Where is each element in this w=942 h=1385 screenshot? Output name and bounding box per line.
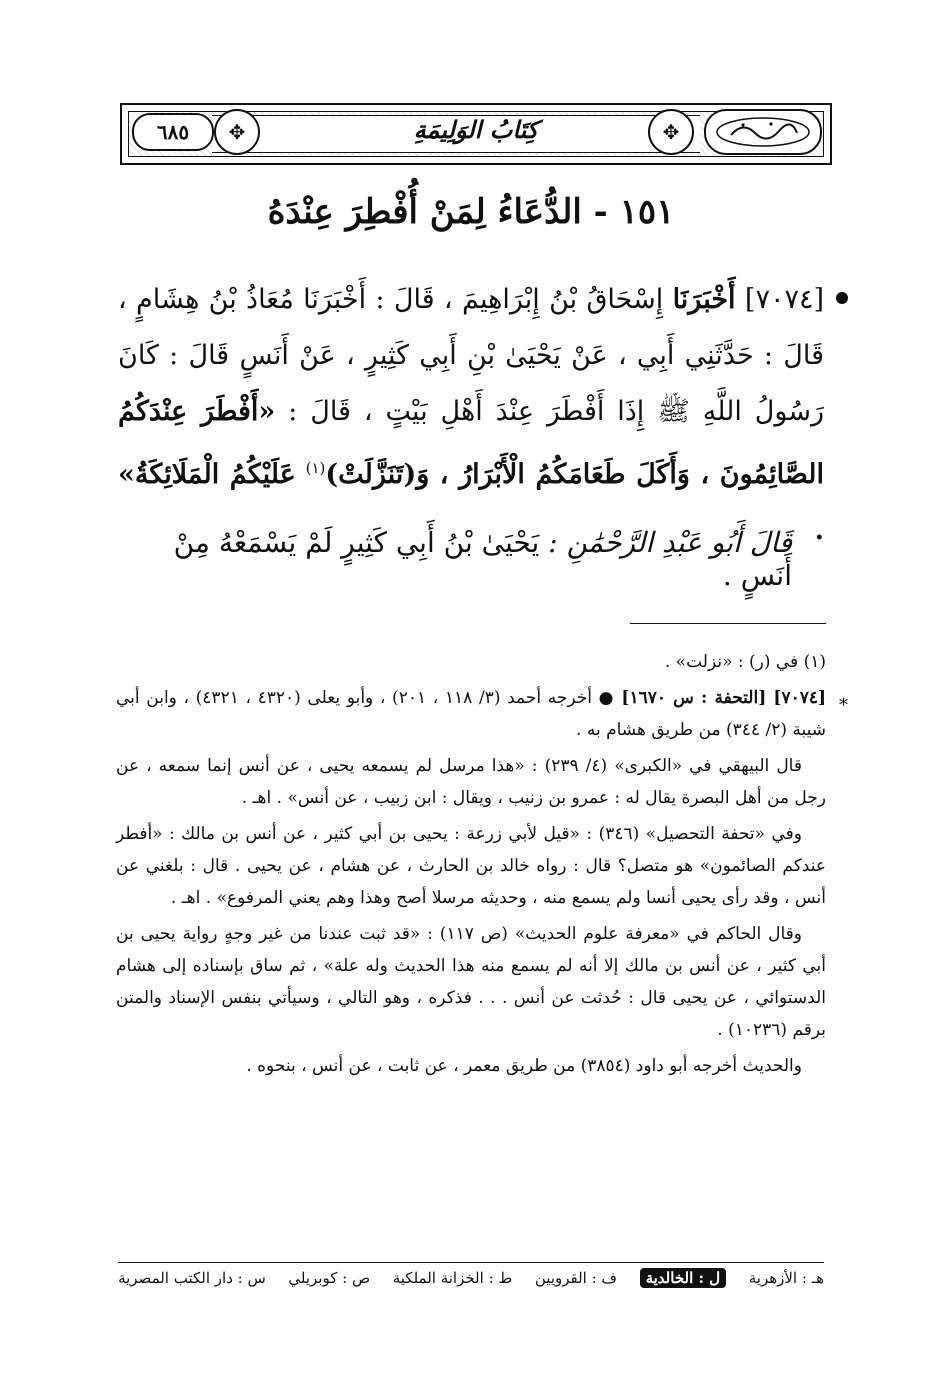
takhrij-text: أخرجه أحمد (٣/ ١١٨ ، ٢٠١) ، وأبو يعلى (٤٣٢٠ ، ٤٣٢١) ، وابن أبي شيبة (٢/ ٣٤٤) من طريق هشام به .: [116, 688, 826, 740]
star-marker: *: [839, 695, 848, 716]
footer-divider: [118, 1262, 824, 1263]
note-paragraph: قال البيهقي في «الكبرى» (٤/ ٢٣٩) : «هذا مرسل لم يسمعه يحيى ، عن أنس إنما سمعه ، عن رجل من أهل البصرة يقال له : عمرو بن زنيب ، ويقال : ابن زبيب ، عن أنس» . اهـ .: [116, 756, 826, 808]
siglum-t: ط : الخزانة الملكية: [392, 1269, 513, 1287]
chapter-title: ١٥١ - الدُّعَاءُ لِمَنْ أُفْطِرَ عِنْدَهُ: [267, 192, 675, 232]
footnotes: [116, 646, 848, 1086]
siglum-s: س : دار الكتب المصرية: [118, 1269, 266, 1287]
page-header: [120, 103, 832, 165]
ornament-knot-icon: ✥: [214, 109, 260, 155]
takhrij-head: [٧٠٧٤] [التحفة : س ١٦٧٠]: [621, 688, 827, 708]
note-paragraph: وقال الحاكم في «معرفة علوم الحديث» (ص ١١٧) : «قد ثبت عندنا من غير وجهٍ رواية يحيى بن أبي كثير ، عن أنس بن مالك إلا أنه لم يسمع منه هذا الحديث وله علة» ، ثم ساق بإسناده إلى هشام الدستوائي ، عن يحيى قال : حُدثت عن أنس . . . فذكره ، وهو التالي ، وسيأتي بنفس الإسناد والمتن برقم (١٠٢٣٦) .: [116, 924, 826, 1040]
footnote-1: (١) في (ر) : «نزلت» .: [664, 652, 826, 672]
note-paragraph: والحديث أخرجه أبو داود (٣٨٥٤) من طريق معمر ، عن ثابت ، عن أنس ، بنحوه .: [246, 1056, 802, 1076]
book-logo: [704, 109, 822, 155]
ornament-knot-icon: ✥: [648, 109, 694, 155]
siglum-f: ف : القرويين: [534, 1269, 617, 1287]
comment-speaker: قَالَ أَبُو عَبْدِ الرَّحْمَٰنِ :: [548, 526, 792, 559]
siglum-s2: ص : كوبريلي: [288, 1269, 371, 1287]
siglum-h: هـ : الأزهرية: [748, 1269, 824, 1287]
takhrij-bullet-icon: ●: [598, 688, 615, 708]
author-comment: [118, 526, 792, 592]
matn-text-end: عَلَيْكُمُ الْمَلَائِكَةُ» .: [118, 459, 824, 546]
calligraphy-logo-icon: [713, 115, 813, 149]
page-number: ٦٨٥: [132, 113, 214, 151]
hadith-text: [118, 272, 824, 559]
hadith-number: [٧٠٧٤]: [744, 284, 824, 315]
hadith-bullet-icon: [836, 292, 848, 304]
isnad-text: إِسْحَاقُ بْنُ إِبْرَاهِيمَ ، قَالَ : أَخْبَرَنَا مُعَاذُ بْنُ هِشَامٍ ، قَالَ : حَدَّثَنِي أَبِي ، عَنْ يَحْيَىٰ بْنِ أَبِي كَثِيرٍ ، عَنْ أَنَسٍ قَالَ : كَانَ رَسُولُ اللَّهِ ﷺ إِذَا أَفْطَرَ عِنْدَ أَهْلِ بَيْتٍ ، قَالَ :: [118, 284, 824, 427]
footnote-divider: [630, 623, 826, 624]
comment-text: يَحْيَىٰ بْنُ أَبِي كَثِيرٍ لَمْ يَسْمَعْهُ مِنْ أَنَسٍ .: [173, 526, 792, 592]
matn-text: «أَفْطَرَ عِنْدَكُمُ الصَّائِمُونَ ، وَأَكَلَ طَعَامَكُمُ الْأَبْرَارُ ، وَ(تَنَزَّلَتْ): [118, 396, 825, 490]
takhrij: [116, 682, 826, 746]
note-paragraph: وفي «تحفة التحصيل» (٣٤٦) : «قيل لأبي زرعة : يحيى بن أبي كثير ، عن أنس بن مالك : «أفطر عندكم الصائمون» هو متصل؟ قال : رواه خالد بن الحارث ، عن هشام ، عن يحيى . قال : بلغني عن أنس ، وقد رأى يحيى أنسا ولم يسمع منه ، وحديثه مرسلا أصح وهذا وهم يعني المرفوع» . اهـ .: [116, 824, 826, 908]
footnote-ref: (١): [305, 459, 326, 477]
manuscript-sigla: [118, 1268, 824, 1288]
siglum-l: ل : الخالدية: [640, 1268, 727, 1288]
akhbarana-word: أَخْبَرَنَا: [672, 284, 736, 315]
book-title: كِتَابُ الوَلِيمَةِ: [413, 115, 539, 144]
